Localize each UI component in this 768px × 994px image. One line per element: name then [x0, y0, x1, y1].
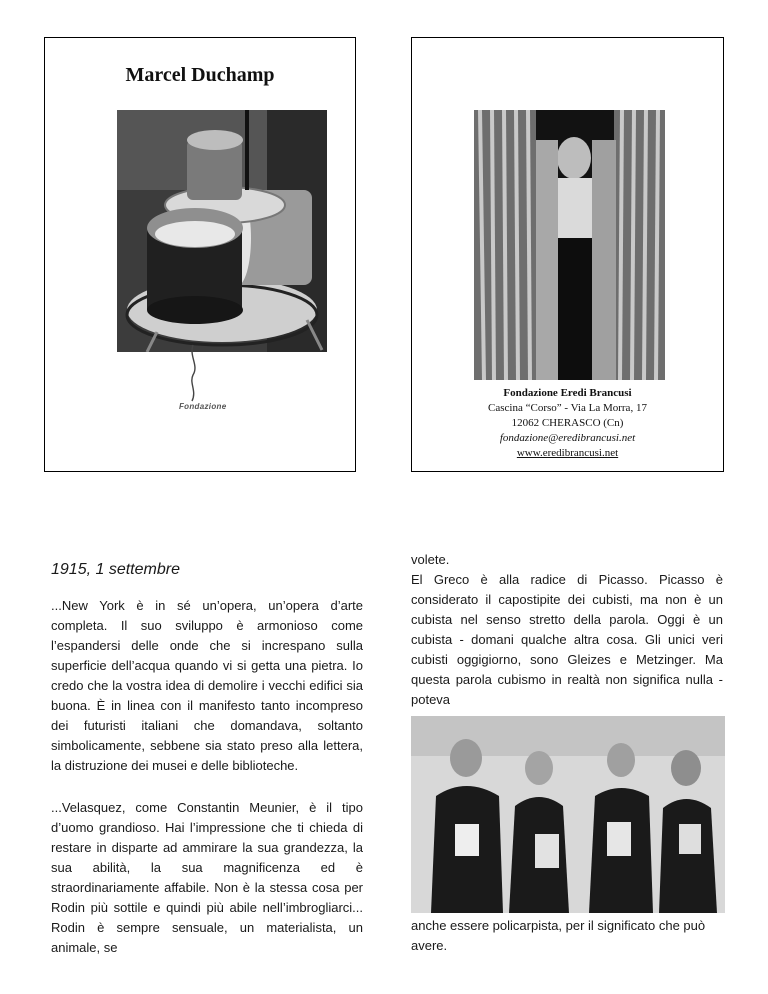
curtain-portrait-photo [474, 110, 665, 380]
fondazione-logo-text: Fondazione [179, 402, 227, 411]
fondazione-logo-mark [175, 343, 215, 403]
group-portrait-photo [411, 716, 725, 913]
address-line-2: 12062 CHERASCO (Cn) [511, 417, 624, 429]
foundation-email[interactable]: fondazione@eredibrancusi.net [499, 432, 636, 444]
cover-panel [44, 37, 356, 472]
right-text-column [411, 550, 723, 710]
left-text-column [51, 560, 363, 958]
paragraph-velasquez: ...Velasquez, come Constantin Meunier, è il tipo d’uomo grandioso. Hai l’impressione che ti chieda di restare in disparte ad ammirare la sua grandezza, la sua abilità, la sua magnificenza ed è straordinariamente affabile. Non è la stessa cosa per Rodin più sottile e quindi più abile nell’imbrogliarci... Rodin è sempre sensuale, un materialista, un animale, se [51, 800, 363, 955]
article-date: 1915, 1 settembre [51, 561, 180, 578]
paragraph-new-york: ...New York è in sé un’opera, un’opera d’arte completa. Il suo sviluppo è armonioso come l’espandersi delle onde che si increspano sulla superficie dell’acqua quando vi si getta una pietra. Io credo che la vostra idea di demolire i vecchi edifici sia buona. È in linea con il manifesto tanto incompreso dei futuristi italiani che domandava, soltanto simbolicamente, sebbene sia stato preso alla lettera, la distruzione dei musei e delle biblioteche. [51, 598, 363, 773]
cover-title: Marcel Duchamp [125, 64, 275, 86]
paragraph-end: anche essere policarpista, per il significato che può avere. [411, 918, 706, 953]
foundation-address [412, 386, 723, 461]
address-line-1: Cascina “Corso” - Via La Morra, 17 [488, 402, 647, 414]
foundation-name: Fondazione Eredi Brancusi [503, 387, 632, 399]
back-cover-panel [411, 37, 724, 472]
cover-artwork-image [117, 110, 327, 352]
paragraph-picasso: volete. El Greco è alla radice di Picasso. Picasso è considerato il capostipite dei cubisti, ma non è un cubista nel senso stretto della parola. Oggi è un cubista - domani qualche altra cosa. Gli unici veri cubisti oggigiorno, sono Gleizes e Metzinger. Ma questa parola cubismo in realtà non significa nulla - poteva [411, 552, 723, 707]
foundation-website-link[interactable]: www.eredibrancusi.net [516, 447, 619, 459]
